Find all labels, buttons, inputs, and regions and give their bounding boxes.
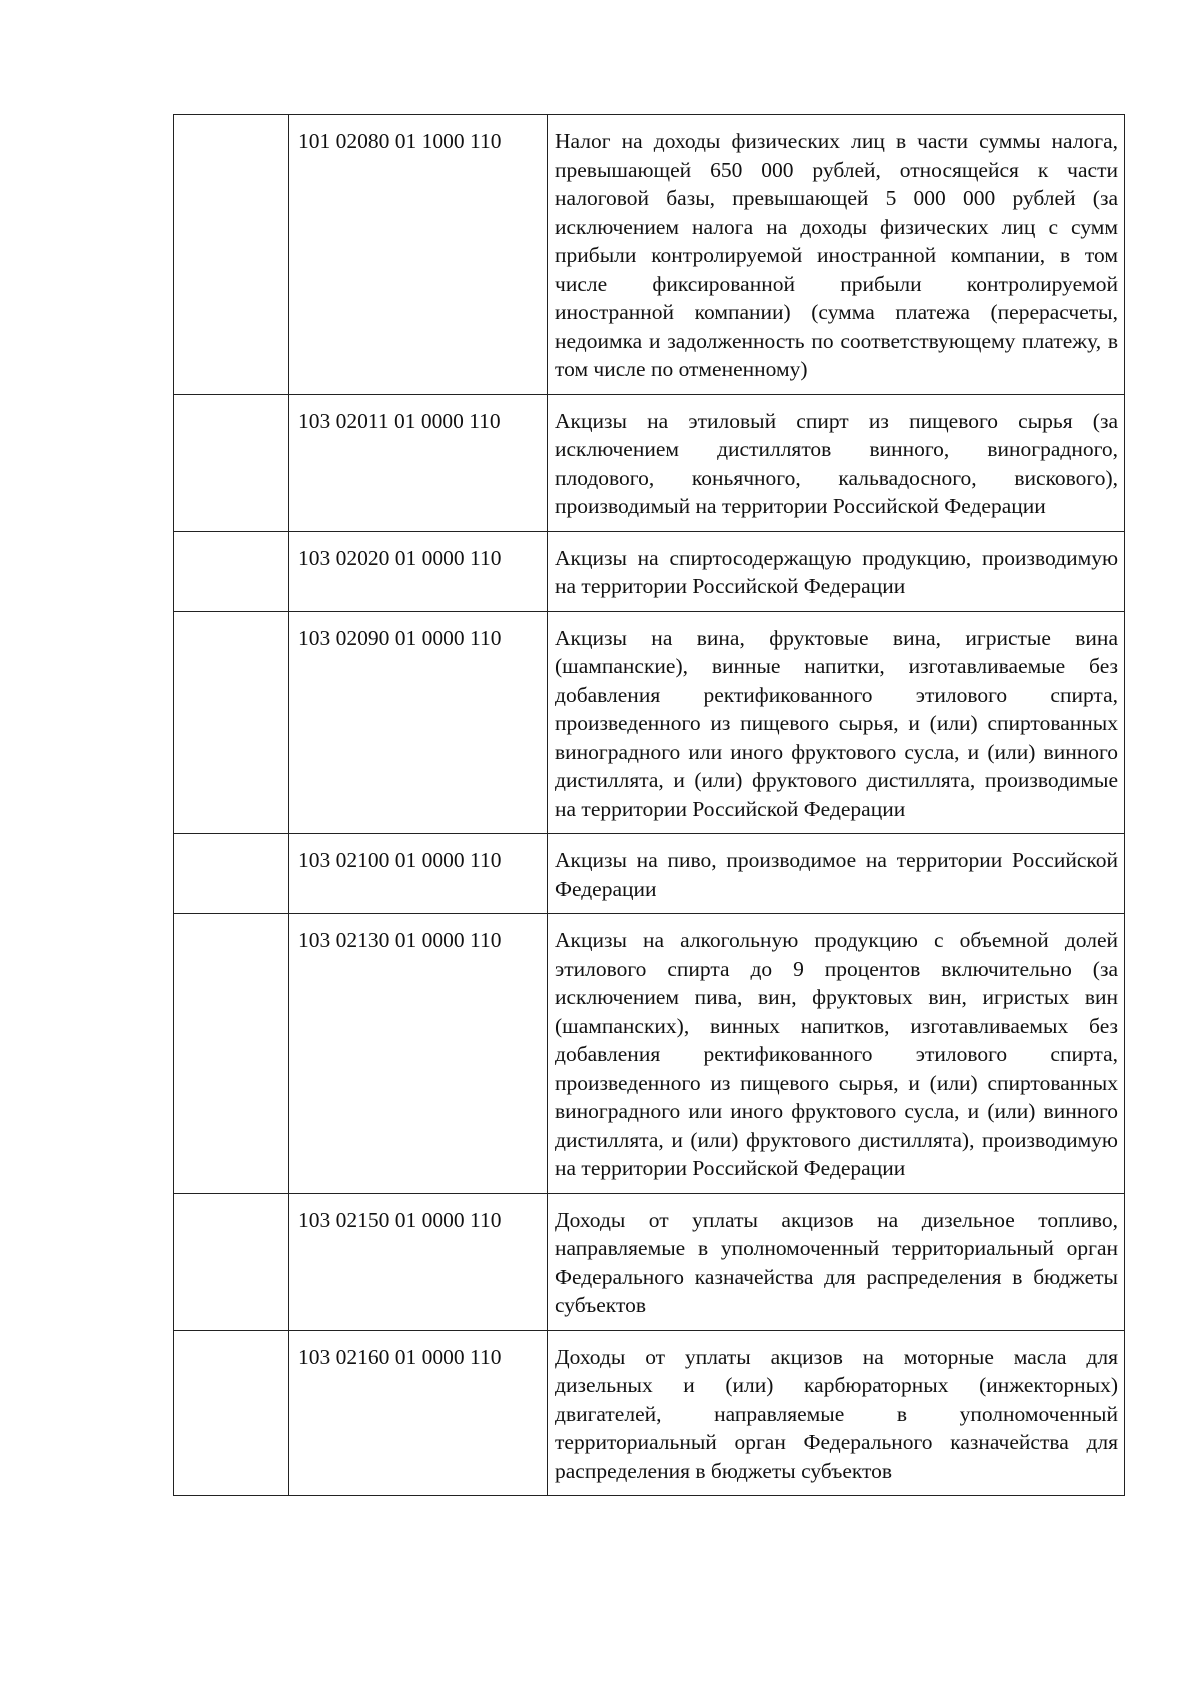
- description-cell: Налог на доходы физических лиц в части суммы налога, превышающей 650 000 рублей, относящейся к части налоговой базы, превышающей 5 000 000 рублей (за исключением налога на доходы физических лиц с сумм прибыли контролируемой иностранной компании, в том числе фиксированной прибыли контролируемой иностранной компании) (сумма платежа (перерасчеты, недоимка и задолженность по соответствующему платежу, в том числе по отмененному): [548, 115, 1125, 395]
- table-row: [174, 1330, 1125, 1496]
- table-row: [174, 1193, 1125, 1330]
- description-cell: Акцизы на этиловый спирт из пищевого сырья (за исключением дистиллятов винного, виноградного, плодового, коньячного, кальвадосного, вискового), производимый на территории Российской Федерации: [548, 394, 1125, 531]
- admin-cell: [174, 115, 289, 395]
- admin-cell: [174, 394, 289, 531]
- code-cell: 101 02080 01 1000 110: [289, 115, 548, 395]
- code-cell: 103 02130 01 0000 110: [289, 914, 548, 1194]
- table-body: [174, 115, 1125, 1496]
- table-row: [174, 531, 1125, 611]
- description-cell: Доходы от уплаты акцизов на моторные масла для дизельных и (или) карбюраторных (инжекторных) двигателей, направляемые в уполномоченный территориальный орган Федерального казначейства для распределения в бюджеты субъектов: [548, 1330, 1125, 1496]
- description-cell: Акцизы на спиртосодержащую продукцию, производимую на территории Российской Федерации: [548, 531, 1125, 611]
- admin-cell: [174, 611, 289, 834]
- description-cell: Акцизы на алкогольную продукцию с объемной долей этилового спирта до 9 процентов включительно (за исключением пива, вин, фруктовых вин, игристых вин (шампанских), винных напитков, изготавливаемых без добавления ректификованного этилового спирта, произведенного из пищевого сырья, и (или) спиртованных виноградного или иного фруктового сусла, и (или) винного дистиллята, и (или) фруктового дистиллята), производимую на территории Российской Федерации: [548, 914, 1125, 1194]
- table-row: [174, 834, 1125, 914]
- admin-cell: [174, 914, 289, 1194]
- admin-cell: [174, 1330, 289, 1496]
- code-cell: 103 02150 01 0000 110: [289, 1193, 548, 1330]
- code-cell: 103 02160 01 0000 110: [289, 1330, 548, 1496]
- table-row: [174, 115, 1125, 395]
- code-cell: 103 02100 01 0000 110: [289, 834, 548, 914]
- table-row: [174, 914, 1125, 1194]
- description-cell: Акцизы на вина, фруктовые вина, игристые вина (шампанские), винные напитки, изготавливаемые без добавления ректификованного этилового спирта, произведенного из пищевого сырья, и (или) спиртованных виноградного или иного фруктового сусла, и (или) винного дистиллята, и (или) фруктового дистиллята, производимые на территории Российской Федерации: [548, 611, 1125, 834]
- description-cell: Акцизы на пиво, производимое на территории Российской Федерации: [548, 834, 1125, 914]
- code-cell: 103 02090 01 0000 110: [289, 611, 548, 834]
- code-cell: 103 02011 01 0000 110: [289, 394, 548, 531]
- description-cell: Доходы от уплаты акцизов на дизельное топливо, направляемые в уполномоченный территориальный орган Федерального казначейства для распределения в бюджеты субъектов: [548, 1193, 1125, 1330]
- budget-codes-table: [173, 114, 1125, 1496]
- table-row: [174, 611, 1125, 834]
- table-row: [174, 394, 1125, 531]
- admin-cell: [174, 834, 289, 914]
- admin-cell: [174, 1193, 289, 1330]
- admin-cell: [174, 531, 289, 611]
- code-cell: 103 02020 01 0000 110: [289, 531, 548, 611]
